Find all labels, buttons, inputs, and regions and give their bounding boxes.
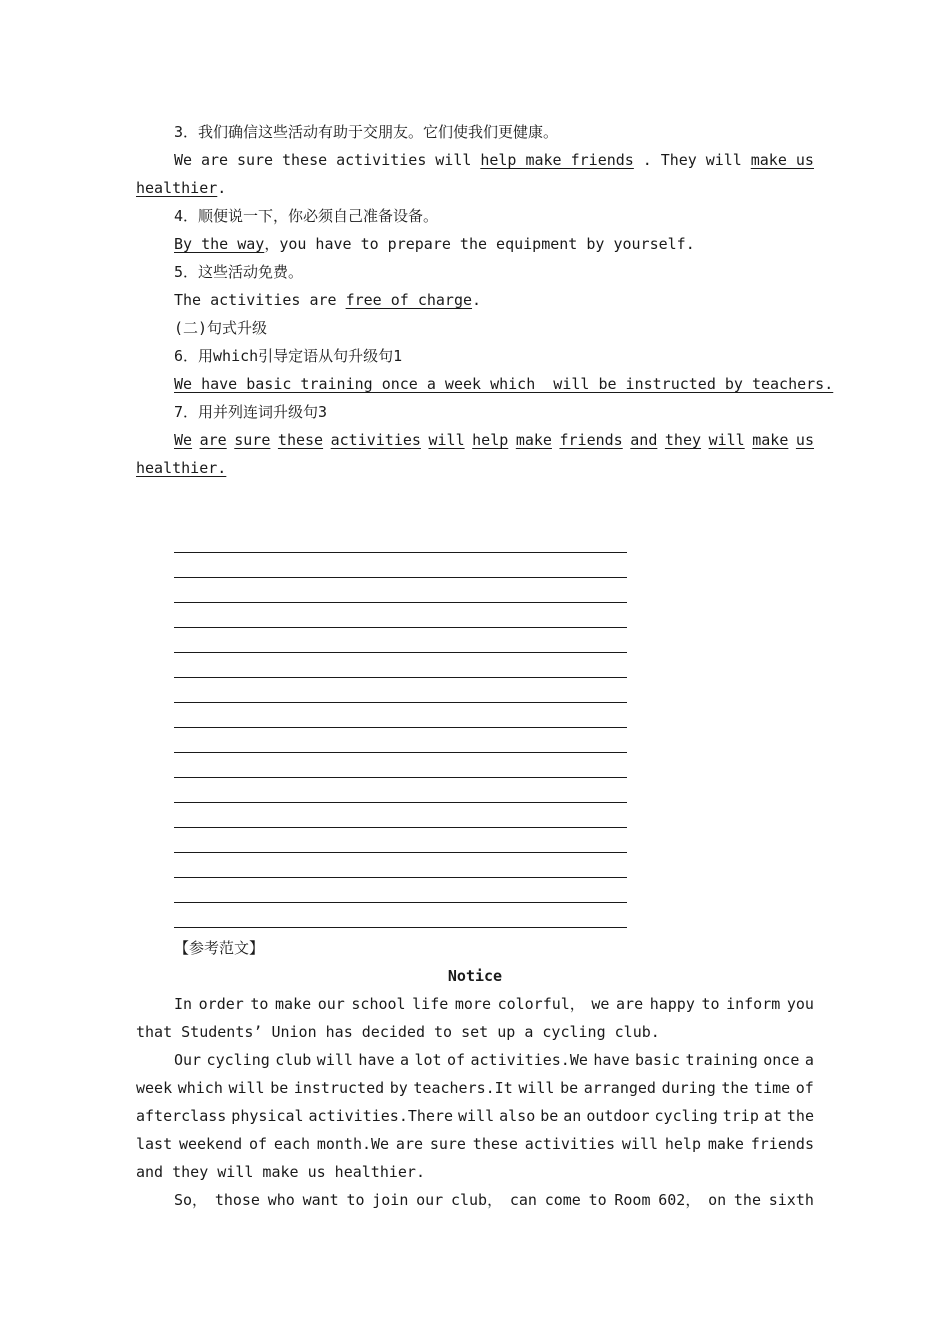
- word: lot: [414, 1051, 442, 1069]
- word: Our: [174, 1051, 202, 1069]
- word: they: [664, 431, 702, 449]
- word: training: [685, 1051, 758, 1069]
- writing-line: [174, 578, 627, 603]
- word: and: [630, 431, 658, 449]
- word: more: [454, 995, 491, 1013]
- word: make: [752, 431, 789, 449]
- answer-blank: free of charge: [345, 291, 473, 309]
- word: sure: [234, 431, 271, 449]
- word: .: [642, 151, 652, 169]
- answer-blank: healthier: [136, 179, 218, 197]
- word: you: [786, 995, 814, 1013]
- sentence-rest: ，you have to prepare the equipment by yourself.: [264, 235, 695, 253]
- word: to: [588, 1191, 607, 1209]
- word: the: [721, 1079, 749, 1097]
- word: have: [358, 1051, 395, 1069]
- word: activities: [330, 431, 421, 449]
- word: will: [518, 1079, 555, 1097]
- essay-line: [136, 1130, 814, 1158]
- word: of: [249, 1135, 268, 1153]
- word: outdoor: [586, 1107, 650, 1125]
- word: of: [446, 1051, 466, 1069]
- answer-blank: healthier.: [136, 459, 227, 477]
- word: club: [275, 1051, 312, 1069]
- q3-chinese: 3．我们确信这些活动有助于交朋友。它们使我们更健康。: [174, 123, 559, 141]
- word: order: [198, 995, 244, 1013]
- word: activities: [524, 1135, 616, 1153]
- word: during: [661, 1079, 716, 1097]
- word: sure: [429, 1135, 466, 1153]
- word: In: [174, 995, 193, 1013]
- word: be: [560, 1079, 579, 1097]
- writing-line: [174, 528, 627, 553]
- word: will: [458, 1107, 495, 1125]
- word: inform: [726, 995, 781, 1013]
- word: are: [616, 995, 644, 1013]
- word: physical: [231, 1107, 304, 1125]
- word: these: [282, 151, 328, 169]
- writing-line: [174, 753, 627, 778]
- writing-line: [174, 878, 627, 903]
- q6-chinese: 6．用which引导定语从句升级句1: [174, 347, 403, 365]
- q4-english: [136, 230, 814, 258]
- reference-essay: [136, 934, 814, 1214]
- word: at: [763, 1107, 782, 1125]
- word: are: [199, 431, 227, 449]
- word: come: [544, 1191, 581, 1209]
- word: are: [200, 151, 229, 169]
- word: make: [707, 1135, 744, 1153]
- word: be: [270, 1079, 289, 1097]
- word: these: [472, 1135, 518, 1153]
- word: sure: [236, 151, 274, 169]
- word: .: [472, 291, 482, 309]
- word: to: [346, 1191, 365, 1209]
- word: will: [428, 431, 465, 449]
- word: will: [228, 1079, 265, 1097]
- word: our: [317, 995, 345, 1013]
- q3-english-line2: [136, 174, 814, 202]
- word: activities.We: [470, 1051, 588, 1069]
- word: will: [705, 151, 742, 169]
- word: those: [214, 1191, 260, 1209]
- writing-line: [174, 828, 627, 853]
- word: by: [389, 1079, 408, 1097]
- writing-line: [174, 603, 627, 628]
- word: a: [399, 1051, 409, 1069]
- word: teachers.It: [413, 1079, 513, 1097]
- word: of: [795, 1079, 814, 1097]
- word: We: [174, 431, 193, 449]
- writing-line: [174, 778, 627, 803]
- answer-blank: make us: [750, 151, 814, 169]
- q7-english-line2: [136, 454, 814, 482]
- answer-blank: help make friends: [480, 151, 634, 169]
- word: will: [316, 1051, 353, 1069]
- writing-line: [174, 628, 627, 653]
- word: weekend: [178, 1135, 243, 1153]
- word: to: [250, 995, 269, 1013]
- word: which: [177, 1079, 223, 1097]
- word: once: [763, 1051, 800, 1069]
- essay-line: [136, 1186, 814, 1214]
- word: cycling: [206, 1051, 270, 1069]
- word: who: [267, 1191, 295, 1209]
- word: help: [664, 1135, 701, 1153]
- q3-english-line1: [136, 146, 814, 174]
- word: want: [302, 1191, 339, 1209]
- writing-line: [174, 678, 627, 703]
- answer-blank: We have basic training once a week which will be instructed by teachers.: [174, 375, 834, 393]
- writing-line: [174, 803, 627, 828]
- essay-line: that Students’ Union has decided to set up a cycling club.: [136, 1023, 660, 1041]
- word: are: [395, 1135, 424, 1153]
- word: So，: [174, 1191, 208, 1209]
- word: afterclass: [136, 1107, 227, 1125]
- word: the: [733, 1191, 761, 1209]
- word: life: [412, 995, 449, 1013]
- upgrade-heading: (二)句式升级: [174, 319, 268, 337]
- word: arranged: [583, 1079, 656, 1097]
- word: us: [795, 431, 814, 449]
- word: our: [416, 1191, 444, 1209]
- word: friends: [750, 1135, 814, 1153]
- word: Room: [614, 1191, 651, 1209]
- q5-chinese: 5．这些活动免费。: [174, 263, 304, 281]
- q7-english-line1: [136, 426, 814, 454]
- word: have: [593, 1051, 630, 1069]
- word: we: [591, 995, 610, 1013]
- word: on: [708, 1191, 727, 1209]
- word: week: [136, 1079, 173, 1097]
- writing-lines: [174, 528, 627, 928]
- word: an: [563, 1107, 582, 1125]
- word: also: [499, 1107, 536, 1125]
- word: last: [136, 1135, 173, 1153]
- writing-line: [174, 728, 627, 753]
- word: sixth: [768, 1191, 814, 1209]
- answer-blank: By the way: [174, 235, 265, 253]
- word: to: [701, 995, 720, 1013]
- writing-line: [174, 903, 627, 928]
- sentence-start: The activities are: [174, 291, 346, 309]
- word: basic: [634, 1051, 681, 1069]
- word: time: [754, 1079, 791, 1097]
- essay-line: [136, 990, 814, 1018]
- word: happy: [649, 995, 695, 1013]
- writing-line: [174, 703, 627, 728]
- word: be: [540, 1107, 559, 1125]
- essay-line: and they will make us healthier.: [136, 1163, 425, 1181]
- writing-line: [174, 653, 627, 678]
- essay-line: [136, 1046, 814, 1074]
- q7-chinese: 7．用并列连词升级句3: [174, 403, 328, 421]
- writing-line: [174, 553, 627, 578]
- word: They: [660, 151, 697, 169]
- q6-english: [136, 370, 834, 398]
- word: school: [351, 995, 406, 1013]
- essay-title: Notice: [447, 967, 503, 985]
- word: .: [217, 179, 227, 197]
- word: will: [621, 1135, 659, 1153]
- word: will: [435, 151, 472, 169]
- reference-heading: 【参考范文】: [174, 939, 265, 957]
- essay-line: [136, 1102, 814, 1130]
- word: club，: [450, 1191, 503, 1209]
- word: make: [275, 995, 312, 1013]
- word: join: [372, 1191, 409, 1209]
- word: will: [708, 431, 745, 449]
- word: instructed: [293, 1079, 385, 1097]
- word: can: [509, 1191, 537, 1209]
- word: these: [277, 431, 324, 449]
- word: We: [174, 151, 193, 169]
- word: each: [273, 1135, 311, 1153]
- word: make: [515, 431, 552, 449]
- word: friends: [559, 431, 623, 449]
- word: 602，: [658, 1191, 701, 1209]
- word: help: [472, 431, 509, 449]
- word: a: [804, 1051, 814, 1069]
- essay-line: [136, 1074, 814, 1102]
- word: month.We: [316, 1135, 390, 1153]
- word: trip: [722, 1107, 759, 1125]
- q4-chinese: 4．顺便说一下，你必须自己准备设备。: [174, 207, 439, 225]
- word: the: [786, 1107, 814, 1125]
- exercise-section: [136, 118, 834, 482]
- word: activities: [336, 151, 427, 169]
- writing-line: [174, 853, 627, 878]
- word: cycling: [654, 1107, 718, 1125]
- word: colorful，: [497, 995, 585, 1013]
- q5-english: [136, 286, 814, 314]
- word: activities.There: [308, 1107, 454, 1125]
